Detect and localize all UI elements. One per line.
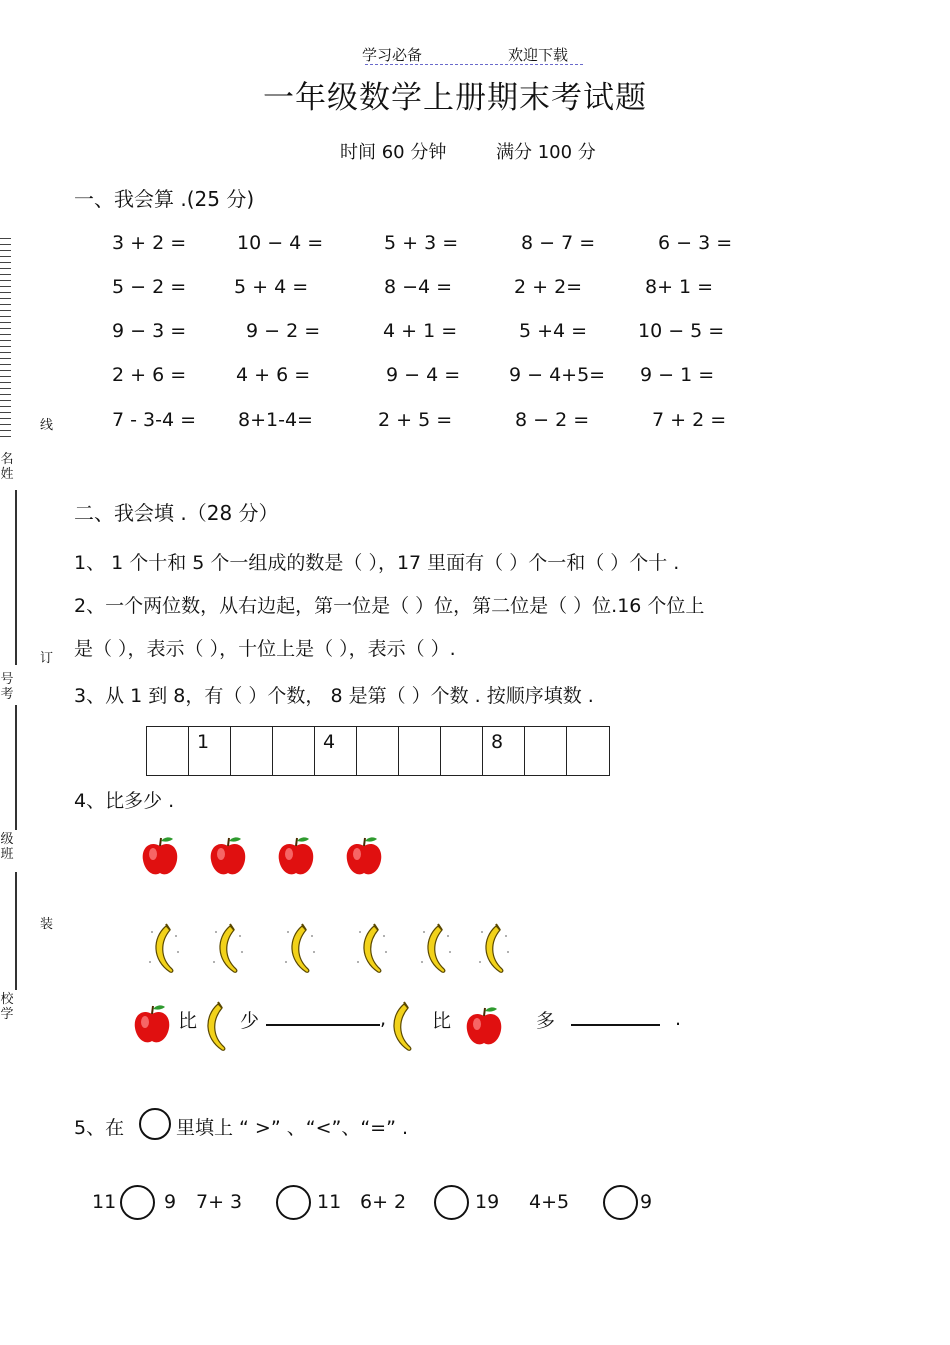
calc-problem: 5 +4 = xyxy=(519,320,588,342)
calc-problem: 9 − 4 = xyxy=(386,364,461,386)
number-box[interactable] xyxy=(441,727,483,775)
margin-fold-word: 装 xyxy=(40,917,54,932)
number-box[interactable]: 4 xyxy=(315,727,357,775)
compare-a-right: 9 xyxy=(164,1191,177,1213)
compare-c-right: 19 xyxy=(475,1191,500,1213)
banana-icon xyxy=(354,922,390,976)
apple-icon xyxy=(276,836,316,878)
calc-problem: 4 + 1 = xyxy=(383,320,458,342)
compare-circle-c[interactable] xyxy=(434,1185,469,1220)
calc-problem: 8 −4 = xyxy=(384,276,453,298)
number-box[interactable]: 8 xyxy=(483,727,525,775)
margin-class-label: 级班 xyxy=(0,832,14,862)
header-right-text: 欢迎下载 xyxy=(508,46,569,64)
page-title: 一年级数学上册期末考试题 xyxy=(263,80,647,116)
compare-circle-a[interactable] xyxy=(120,1185,155,1220)
compare-end-period: . xyxy=(675,1008,682,1030)
margin-line-2 xyxy=(15,705,17,830)
number-box[interactable] xyxy=(273,727,315,775)
margin-examno-label: 号考 xyxy=(0,672,14,702)
compare-bi-2: 比 xyxy=(432,1010,452,1032)
number-box[interactable] xyxy=(147,727,189,775)
calc-problem: 8+1-4= xyxy=(238,409,313,431)
calc-problem: 7 - 3-4 = xyxy=(112,409,197,431)
header-dashed-line xyxy=(365,64,583,65)
banana-icon xyxy=(210,922,246,976)
section1-heading: 一、我会算 .(25 分) xyxy=(74,187,255,211)
banana-icon xyxy=(418,922,454,976)
circle-symbol xyxy=(139,1108,171,1140)
calc-problem: 6 − 3 = xyxy=(658,232,733,254)
calc-problem: 9 − 1 = xyxy=(640,364,715,386)
margin-bind-word: 订 xyxy=(40,651,54,666)
compare-bi-1: 比 xyxy=(178,1010,198,1032)
compare-a-left: 11 xyxy=(92,1191,117,1213)
question-4: 4、比多少 . xyxy=(74,790,175,812)
header-left-text: 学习必备 xyxy=(362,46,423,64)
calc-problem: 9 − 4+5= xyxy=(509,364,606,386)
calc-problem: 7 + 2 = xyxy=(652,409,727,431)
exam-time: 时间 60 分钟 xyxy=(340,142,447,163)
banana-icon xyxy=(384,1000,420,1054)
margin-line-word: 线 xyxy=(40,418,54,433)
question-2-line1: 2、一个两位数，从右边起，第一位是（ ）位，第二位是（ ）位.16 个位上 xyxy=(74,595,705,617)
exam-score: 满分 100 分 xyxy=(496,142,596,163)
number-sequence-boxes xyxy=(146,726,610,776)
answer-blank-1[interactable] xyxy=(266,1024,380,1026)
number-box[interactable] xyxy=(525,727,567,775)
calc-problem: 5 − 2 = xyxy=(112,276,187,298)
calc-problem: 10 − 4 = xyxy=(237,232,324,254)
apple-icon xyxy=(464,1006,504,1048)
compare-d-left: 4+5 xyxy=(529,1191,570,1213)
compare-c-left: 6+ 2 xyxy=(360,1191,407,1213)
question-2-line2: 是（ ），表示（ ），十位上是（ ），表示（ ）. xyxy=(74,638,456,660)
section2-heading: 二、我会填 .（28 分） xyxy=(74,501,279,525)
compare-circle-d[interactable] xyxy=(603,1185,638,1220)
number-box[interactable]: 1 xyxy=(189,727,231,775)
compare-b-right: 11 xyxy=(317,1191,342,1213)
answer-blank-2[interactable] xyxy=(571,1024,660,1026)
calc-problem: 10 − 5 = xyxy=(638,320,725,342)
compare-comma: , xyxy=(380,1008,387,1030)
margin-line-1 xyxy=(15,490,17,665)
compare-duo: 多 xyxy=(536,1010,556,1032)
question-1: 1、 1 个十和 5 个一组成的数是（ ），17 里面有（ ）个一和（ ）个十 . xyxy=(74,552,680,574)
calc-problem: 8 − 7 = xyxy=(521,232,596,254)
calc-problem: 8 − 2 = xyxy=(515,409,590,431)
calc-problem: 5 + 3 = xyxy=(384,232,459,254)
calc-problem: 9 − 3 = xyxy=(112,320,187,342)
calc-problem: 5 + 4 = xyxy=(234,276,309,298)
apple-icon xyxy=(208,836,248,878)
calc-problem: 2 + 6 = xyxy=(112,364,187,386)
compare-d-right: 9 xyxy=(640,1191,653,1213)
calc-problem: 9 − 2 = xyxy=(246,320,321,342)
compare-circle-b[interactable] xyxy=(276,1185,311,1220)
number-box[interactable] xyxy=(399,727,441,775)
calc-problem: 4 + 6 = xyxy=(236,364,311,386)
apple-icon xyxy=(140,836,180,878)
margin-line-3 xyxy=(15,872,17,990)
banana-icon xyxy=(282,922,318,976)
calc-problem: 3 + 2 = xyxy=(112,232,187,254)
number-box[interactable] xyxy=(231,727,273,775)
question-3: 3、从 1 到 8，有（ ）个数， 8 是第（ ）个数 . 按顺序填数 . xyxy=(74,685,594,707)
question-5-suffix: 里填上 “ >” 、“<”、“=” . xyxy=(176,1117,409,1139)
binding-dashes xyxy=(0,238,11,438)
compare-b-left: 7+ 3 xyxy=(196,1191,243,1213)
margin-name-label: 名姓 xyxy=(0,452,14,482)
apple-icon xyxy=(132,1004,172,1046)
number-box[interactable] xyxy=(357,727,399,775)
calc-problem: 2 + 5 = xyxy=(378,409,453,431)
number-box[interactable] xyxy=(567,727,609,775)
compare-shao: 少 xyxy=(240,1010,260,1032)
calc-problem: 8+ 1 = xyxy=(645,276,714,298)
apple-icon xyxy=(344,836,384,878)
banana-icon xyxy=(146,922,182,976)
banana-icon xyxy=(476,922,512,976)
calc-problem: 2 + 2= xyxy=(514,276,583,298)
question-5-prefix: 5、在 xyxy=(74,1117,125,1139)
banana-icon xyxy=(198,1000,234,1054)
margin-school-label: 校学 xyxy=(0,992,14,1022)
